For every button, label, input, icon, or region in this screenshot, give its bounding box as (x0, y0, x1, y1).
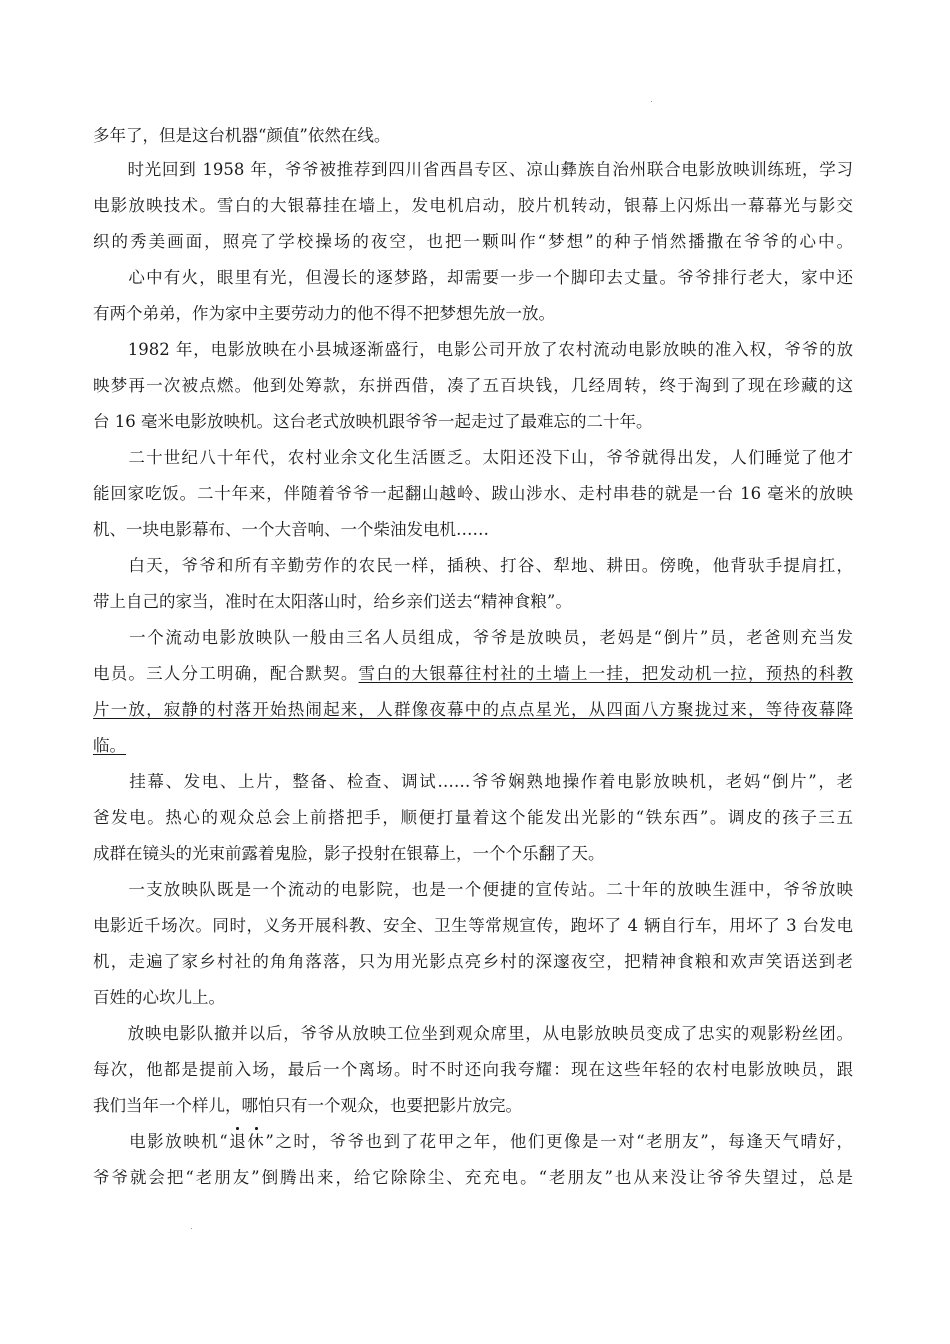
text-line: 百姓的心坎儿上。 (93, 988, 225, 1007)
text-line: 一个流动电影放映队一般由三名人员组成，爷爷是放映员，老妈是“倒片”员，老爸则充当发 (93, 628, 853, 647)
scan-speck (191, 1228, 192, 1229)
text-line: 挂幕、发电、上片，整备、检查、调试……爷爷娴熟地操作着电影放映机，老妈“倒片”，老 (93, 772, 853, 791)
text-segment: ”之时，爷爷也到了花甲之年，他们更像是一对“老朋友”，每逢天气晴好， (265, 1132, 854, 1151)
text-line: 成群在镜头的光束前露着鬼脸，影子投射在银幕上，一个个乐翻了天。 (93, 844, 605, 863)
text-line: 能回家吃饭。二十年来，伴随着爷爷一起翻山越岭、跋山涉水、走村串巷的就是一台 16 毫米的放映 (93, 484, 853, 503)
text-line: 多年了，但是这台机器“颜值”依然在线。 (93, 126, 391, 145)
text-segment: 电员。三人分工明确，配合默契。 (93, 664, 359, 683)
scan-speck (651, 101, 652, 102)
text-line: 爸发电。热心的观众总会上前搭把手，顺便打量着这个能发出光影的“铁东西”。调皮的孩子三五 (93, 808, 853, 827)
text-line: 有两个弟弟，作为家中主要劳动力的他不得不把梦想先放一放。 (93, 304, 555, 323)
underlined-sentence: 雪白的大银幕往村社的土墙上一挂，把发动机一拉，预热的科教 (358, 664, 854, 683)
text-line: 放映电影队撤并以后，爷爷从放映工位坐到观众席里，从电影放映员变成了忠实的观影粉丝团。 (93, 1024, 853, 1043)
text-line: 台 16 毫米电影放映机。这台老式放映机跟爷爷一起走过了最难忘的二十年。 (93, 412, 653, 431)
underlined-text-line: 临。 (93, 736, 126, 755)
text-line: 电影近千场次。同时，义务开展科教、安全、卫生等常规宣传，跑坏了 4 辆自行车，用坏了 3 台发电 (93, 916, 853, 935)
text-line (93, 664, 853, 684)
text-line: 每次，他都是提前入场，最后一个离场。时不时还向我夸耀：现在这些年轻的农村电影放映员，跟 (93, 1060, 853, 1079)
text-line: 映梦再一次被点燃。他到处筹款，东拼西借，凑了五百块钱，几经周转，终于淘到了现在珍藏的这 (93, 376, 853, 395)
text-line: 白天，爷爷和所有辛勤劳作的农民一样，插秧、打谷、犁地、耕田。傍晚，他背驮手提肩扛， (93, 556, 853, 575)
text-line: 机，走遍了家乡村社的角角落落，只为用光影点亮乡村的深邃夜空，把精神食粮和欢声笑语送到老 (93, 952, 853, 971)
text-line: 时光回到 1958 年，爷爷被推荐到四川省西昌专区、凉山彝族自治州联合电影放映训练班，学习 (93, 160, 853, 179)
text-line: 机、一块电影幕布、一个大音响、一个柴油发电机…… (93, 520, 489, 539)
text-line: 我们当年一个样儿，哪怕只有一个观众，也要把影片放完。 (93, 1096, 522, 1115)
text-line: 电影放映技术。雪白的大银幕挂在墙上，发电机启动，胶片机转动，银幕上闪烁出一幕幕光与影交 (93, 196, 853, 215)
text-line: 心中有火，眼里有光，但漫长的逐梦路，却需要一步一个脚印去丈量。爷爷排行老大，家中还 (93, 268, 853, 287)
emphasis-dotted-char: 退 (227, 1132, 248, 1151)
text-line: 二十世纪八十年代，农村业余文化生活匮乏。太阳还没下山，爷爷就得出发，人们睡觉了他才 (93, 448, 853, 467)
text-line (93, 1132, 853, 1152)
text-line: 带上自己的家当，准时在太阳落山时，给乡亲们送去“精神食粮”。 (93, 592, 572, 611)
text-line: 织的秀美画面，照亮了学校操场的夜空，也把一颗叫作“梦想”的种子悄然播撒在爷爷的心中。 (93, 232, 853, 251)
underlined-text-line: 片一放，寂静的村落开始热闹起来，人群像夜幕中的点点星光，从四面八方聚拢过来，等待夜幕降 (93, 700, 853, 719)
emphasis-dotted-char: 休 (247, 1132, 266, 1151)
text-line: 爷爷就会把“老朋友”倒腾出来，给它除除尘、充充电。“老朋友”也从来没让爷爷失望过，总是 (93, 1168, 853, 1187)
text-line: 1982 年，电影放映在小县城逐渐盛行，电影公司开放了农村流动电影放映的准入权，爷爷的放 (93, 340, 853, 359)
text-segment: 电影放映机“ (93, 1132, 228, 1151)
text-line: 一支放映队既是一个流动的电影院，也是一个便捷的宣传站。二十年的放映生涯中，爷爷放映 (93, 880, 853, 899)
